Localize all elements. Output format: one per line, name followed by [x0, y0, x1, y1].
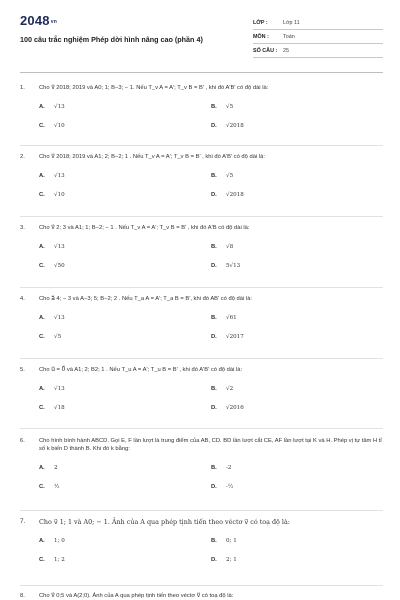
question-divider	[20, 145, 383, 146]
option-d[interactable]: D. √2018	[211, 123, 244, 129]
option-c[interactable]: C. √18	[39, 405, 65, 411]
option-a[interactable]: A. √13	[39, 104, 65, 110]
question-2: 2. Cho v⃗ 2018; 2019 và A1; 2; B−2; 1 . Nếu T_v A = A′; T_v B = B′ , khi đó A'B' có độ dài là: A. √13 B. √5 C. √10 D. √2018	[20, 153, 383, 199]
meta-table	[253, 16, 383, 58]
option-a[interactable]: A. 1; 0	[39, 538, 65, 544]
option-d[interactable]: D. -½	[211, 484, 234, 490]
brand-logo[interactable]: 2048vn	[20, 13, 57, 28]
question-divider	[20, 585, 383, 586]
question-text: Cho v⃗ 2018; 2019 và A1; 2; B−2; 1 . Nếu T_v A = A′; T_v B = B′ , khi đó A'B' có độ dài là:	[39, 154, 265, 160]
option-b[interactable]: B. √61	[211, 315, 237, 321]
question-text: Cho v⃗ 0;5 và A(2;0). Ảnh của A qua phép tịnh tiến theo véctơ v⃗ có toạ độ là:	[39, 593, 234, 599]
question-text: Cho v⃗ 2; 3 và A1; 1; B−2; − 1 . Nếu T_v A = A′; T_v B = B′ , khi đó A'B có độ dài là:	[39, 225, 250, 231]
question-text: Cho u⃗ = 0⃗ và A1; 2; B2; 1 . Nếu T_u A = A′; T_u B = B′ , khi đó A'B' có độ dài là:	[39, 367, 243, 373]
meta-row-count: SỐ CÂU : 25	[253, 44, 383, 58]
question-6: 6. Cho hình bình hành ABCD. Gọi E, F lần lượt là trung điểm của AB, CD. BD lần lượt cắt CE, AF lần lượt tại K và H. Phép vị tự tâm H tỉ số k biến D thành B. Khi đó k bằng: A. 2 B. -2 C. ½ D. -½	[20, 438, 382, 490]
option-b[interactable]: B. √2	[211, 386, 234, 392]
question-divider	[20, 510, 383, 511]
question-5: 5. Cho u⃗ = 0⃗ và A1; 2; B2; 1 . Nếu T_u A = A′; T_u B = B′ , khi đó A'B' có độ dài là: A. √13 B. √2 C. √18 D. √2016	[20, 366, 383, 412]
question-text: Cho a⃗ 4; − 3 và A−3; 5; B−2; 2 . Nếu T_a A = A′; T_a B = B′, khi đó AB' có độ dài là:	[39, 296, 253, 302]
question-divider	[20, 216, 383, 217]
option-b[interactable]: B. 0; 1	[211, 538, 237, 544]
option-b[interactable]: B. √5	[211, 173, 234, 179]
question-text: Cho v⃗ 2018; 2019 và A0; 1; B−3; − 1. Nếu T_v A = A′; T_v B = B′ , khi đó A'B' có độ dài là:	[39, 85, 269, 91]
meta-row-subject: MÔN : Toán	[253, 30, 383, 44]
option-c[interactable]: C. 1; 2	[39, 557, 65, 563]
option-d[interactable]: D. √2017	[211, 334, 244, 340]
question-3: 3. Cho v⃗ 2; 3 và A1; 1; B−2; − 1 . Nếu T_v A = A′; T_v B = B′ , khi đó A'B có độ dài là: A. √13 B. √8 C. √50 D. 5√13	[20, 224, 383, 270]
option-b[interactable]: B. -2	[211, 465, 232, 471]
option-c[interactable]: C. √10	[39, 192, 65, 198]
header-divider	[20, 72, 383, 73]
option-d[interactable]: D. √2016	[211, 405, 244, 411]
option-a[interactable]: A. 2	[39, 465, 58, 471]
question-4: 4. Cho a⃗ 4; − 3 và A−3; 5; B−2; 2 . Nếu T_a A = A′; T_a B = B′, khi đó AB' có độ dài là: A. √13 B. √61 C. √5 D. √2017	[20, 295, 383, 341]
question-1: 1. Cho v⃗ 2018; 2019 và A0; 1; B−3; − 1. Nếu T_v A = A′; T_v B = B′ , khi đó A'B' có độ dài là: A. √13 B. √5 C. √10 D. √2018	[20, 84, 383, 130]
page-title: 100 câu trắc nghiệm Phép dời hình nâng cao (phần 4)	[20, 35, 203, 44]
option-d[interactable]: D. √2018	[211, 192, 244, 198]
option-a[interactable]: A. √13	[39, 315, 65, 321]
question-text: Cho v⃗ 1; 1 và A0; − 1. Ảnh của A qua phép tịnh tiến theo véctơ v⃗ có toạ độ là:	[39, 518, 290, 526]
question-divider	[20, 428, 383, 429]
option-d[interactable]: D. 2; 1	[211, 557, 237, 563]
question-8: 8. Cho v⃗ 0;5 và A(2;0). Ảnh của A qua phép tịnh tiến theo véctơ v⃗ có toạ độ là:	[20, 592, 383, 600]
option-d[interactable]: D. 5√13	[211, 263, 241, 269]
option-c[interactable]: C. √5	[39, 334, 62, 340]
option-b[interactable]: B. √5	[211, 104, 234, 110]
option-c[interactable]: C. √10	[39, 123, 65, 129]
option-a[interactable]: A. √13	[39, 386, 65, 392]
question-7: 7. Cho v⃗ 1; 1 và A0; − 1. Ảnh của A qua phép tịnh tiến theo véctơ v⃗ có toạ độ là: A. 1; 0 B. 0; 1 C. 1; 2 D. 2; 1	[20, 518, 383, 564]
question-divider	[20, 358, 383, 359]
option-c[interactable]: C. √50	[39, 263, 65, 269]
option-b[interactable]: B. √8	[211, 244, 234, 250]
option-c[interactable]: C. ½	[39, 484, 60, 490]
meta-row-class: LỚP : Lớp 11	[253, 16, 383, 30]
option-a[interactable]: A. √13	[39, 173, 65, 179]
question-text: Cho hình bình hành ABCD. Gọi E, F lần lượt là trung điểm của AB, CD. BD lần lượt cắt CE, AF lần lượt tại K và H. Phép vị tự tâm H tỉ số k biến D thành B. Khi đó k bằng:	[39, 438, 382, 452]
question-divider	[20, 287, 383, 288]
option-a[interactable]: A. √13	[39, 244, 65, 250]
